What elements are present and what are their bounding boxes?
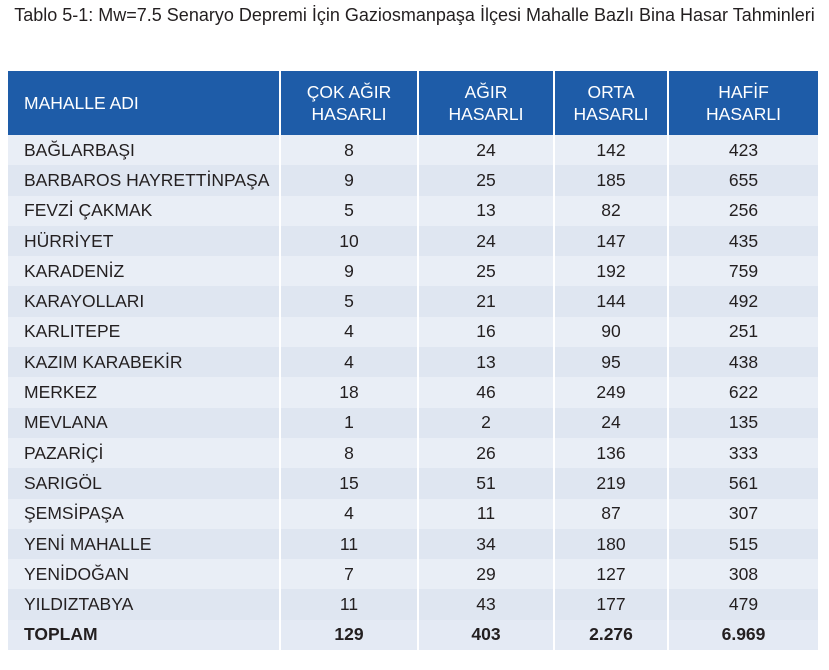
cok-agir-value: 5 bbox=[280, 196, 418, 226]
cok-agir-value: 9 bbox=[280, 256, 418, 286]
table-row bbox=[8, 196, 818, 226]
orta-value: 185 bbox=[554, 165, 668, 195]
header-agir: AĞIR HASARLI bbox=[418, 71, 554, 135]
table-row bbox=[8, 529, 818, 559]
mahalle-name: BAĞLARBAŞI bbox=[8, 135, 280, 165]
agir-value: 29 bbox=[418, 559, 554, 589]
table-row bbox=[8, 468, 818, 498]
header-row bbox=[8, 71, 818, 135]
orta-value: 82 bbox=[554, 196, 668, 226]
mahalle-name: KAZIM KARABEKİR bbox=[8, 347, 280, 377]
table-row bbox=[8, 226, 818, 256]
cok-agir-value: 7 bbox=[280, 559, 418, 589]
agir-value: 34 bbox=[418, 529, 554, 559]
hafif-value: 307 bbox=[668, 499, 818, 529]
table-row bbox=[8, 317, 818, 347]
cok-agir-value: 11 bbox=[280, 589, 418, 619]
hafif-value: 515 bbox=[668, 529, 818, 559]
cok-agir-value: 8 bbox=[280, 438, 418, 468]
cok-agir-value: 9 bbox=[280, 165, 418, 195]
table-row bbox=[8, 256, 818, 286]
table-body bbox=[8, 135, 818, 650]
mahalle-name: ŞEMSİPAŞA bbox=[8, 499, 280, 529]
hafif-value: 438 bbox=[668, 347, 818, 377]
hafif-value: 479 bbox=[668, 589, 818, 619]
hafif-value: 622 bbox=[668, 377, 818, 407]
agir-value: 16 bbox=[418, 317, 554, 347]
cok-agir-value: 1 bbox=[280, 408, 418, 438]
cok-agir-value: 5 bbox=[280, 286, 418, 316]
hafif-value: 423 bbox=[668, 135, 818, 165]
table-row bbox=[8, 438, 818, 468]
mahalle-name: YENİDOĞAN bbox=[8, 559, 280, 589]
cok-agir-value: 8 bbox=[280, 135, 418, 165]
cok-agir-value: 4 bbox=[280, 499, 418, 529]
agir-value: 25 bbox=[418, 256, 554, 286]
agir-value: 13 bbox=[418, 196, 554, 226]
agir-value: 2 bbox=[418, 408, 554, 438]
total-mahalle-name: TOPLAM bbox=[8, 620, 280, 650]
cok-agir-value: 15 bbox=[280, 468, 418, 498]
mahalle-name: KARADENİZ bbox=[8, 256, 280, 286]
mahalle-name: MERKEZ bbox=[8, 377, 280, 407]
table-header bbox=[8, 71, 818, 135]
orta-value: 147 bbox=[554, 226, 668, 256]
damage-table bbox=[8, 71, 818, 650]
orta-value: 127 bbox=[554, 559, 668, 589]
table-caption: Tablo 5-1: Mw=7.5 Senaryo Depremi İçin Gaziosmanpaşa İlçesi Mahalle Bazlı Bina Hasar Tahminleri bbox=[14, 5, 815, 25]
mahalle-name: YILDIZTABYA bbox=[8, 589, 280, 619]
total-cok-agir-value: 129 bbox=[280, 620, 418, 650]
mahalle-name: BARBAROS HAYRETTİNPAŞA bbox=[8, 165, 280, 195]
mahalle-name: SARIGÖL bbox=[8, 468, 280, 498]
cok-agir-value: 4 bbox=[280, 317, 418, 347]
agir-value: 24 bbox=[418, 226, 554, 256]
mahalle-name: KARAYOLLARI bbox=[8, 286, 280, 316]
orta-value: 180 bbox=[554, 529, 668, 559]
cok-agir-value: 4 bbox=[280, 347, 418, 377]
cok-agir-value: 11 bbox=[280, 529, 418, 559]
total-row bbox=[8, 620, 818, 650]
orta-value: 177 bbox=[554, 589, 668, 619]
hafif-value: 492 bbox=[668, 286, 818, 316]
mahalle-name: FEVZİ ÇAKMAK bbox=[8, 196, 280, 226]
hafif-value: 759 bbox=[668, 256, 818, 286]
table-row bbox=[8, 347, 818, 377]
hafif-value: 561 bbox=[668, 468, 818, 498]
cok-agir-value: 10 bbox=[280, 226, 418, 256]
orta-value: 219 bbox=[554, 468, 668, 498]
cok-agir-value: 18 bbox=[280, 377, 418, 407]
table-row bbox=[8, 408, 818, 438]
hafif-value: 308 bbox=[668, 559, 818, 589]
agir-value: 11 bbox=[418, 499, 554, 529]
hafif-value: 256 bbox=[668, 196, 818, 226]
agir-value: 46 bbox=[418, 377, 554, 407]
orta-value: 90 bbox=[554, 317, 668, 347]
agir-value: 43 bbox=[418, 589, 554, 619]
total-hafif-value: 6.969 bbox=[668, 620, 818, 650]
hafif-value: 655 bbox=[668, 165, 818, 195]
total-agir-value: 403 bbox=[418, 620, 554, 650]
mahalle-name: HÜRRİYET bbox=[8, 226, 280, 256]
orta-value: 95 bbox=[554, 347, 668, 377]
hafif-value: 435 bbox=[668, 226, 818, 256]
mahalle-name: KARLITEPE bbox=[8, 317, 280, 347]
hafif-value: 333 bbox=[668, 438, 818, 468]
agir-value: 51 bbox=[418, 468, 554, 498]
table-row bbox=[8, 499, 818, 529]
agir-value: 24 bbox=[418, 135, 554, 165]
mahalle-name: PAZARİÇİ bbox=[8, 438, 280, 468]
header-orta: ORTA HASARLI bbox=[554, 71, 668, 135]
header-cok-agir: ÇOK AĞIR HASARLI bbox=[280, 71, 418, 135]
table-row bbox=[8, 559, 818, 589]
orta-value: 144 bbox=[554, 286, 668, 316]
agir-value: 26 bbox=[418, 438, 554, 468]
orta-value: 24 bbox=[554, 408, 668, 438]
total-orta-value: 2.276 bbox=[554, 620, 668, 650]
orta-value: 192 bbox=[554, 256, 668, 286]
agir-value: 25 bbox=[418, 165, 554, 195]
mahalle-name: MEVLANA bbox=[8, 408, 280, 438]
agir-value: 13 bbox=[418, 347, 554, 377]
orta-value: 249 bbox=[554, 377, 668, 407]
agir-value: 21 bbox=[418, 286, 554, 316]
mahalle-name: YENİ MAHALLE bbox=[8, 529, 280, 559]
table-row bbox=[8, 165, 818, 195]
header-hafif: HAFİF HASARLI bbox=[668, 71, 818, 135]
hafif-value: 135 bbox=[668, 408, 818, 438]
table-row bbox=[8, 286, 818, 316]
orta-value: 87 bbox=[554, 499, 668, 529]
orta-value: 142 bbox=[554, 135, 668, 165]
table-row bbox=[8, 377, 818, 407]
table-row bbox=[8, 589, 818, 619]
orta-value: 136 bbox=[554, 438, 668, 468]
hafif-value: 251 bbox=[668, 317, 818, 347]
table-row bbox=[8, 135, 818, 165]
header-mahalle-adi: MAHALLE ADI bbox=[8, 71, 280, 135]
